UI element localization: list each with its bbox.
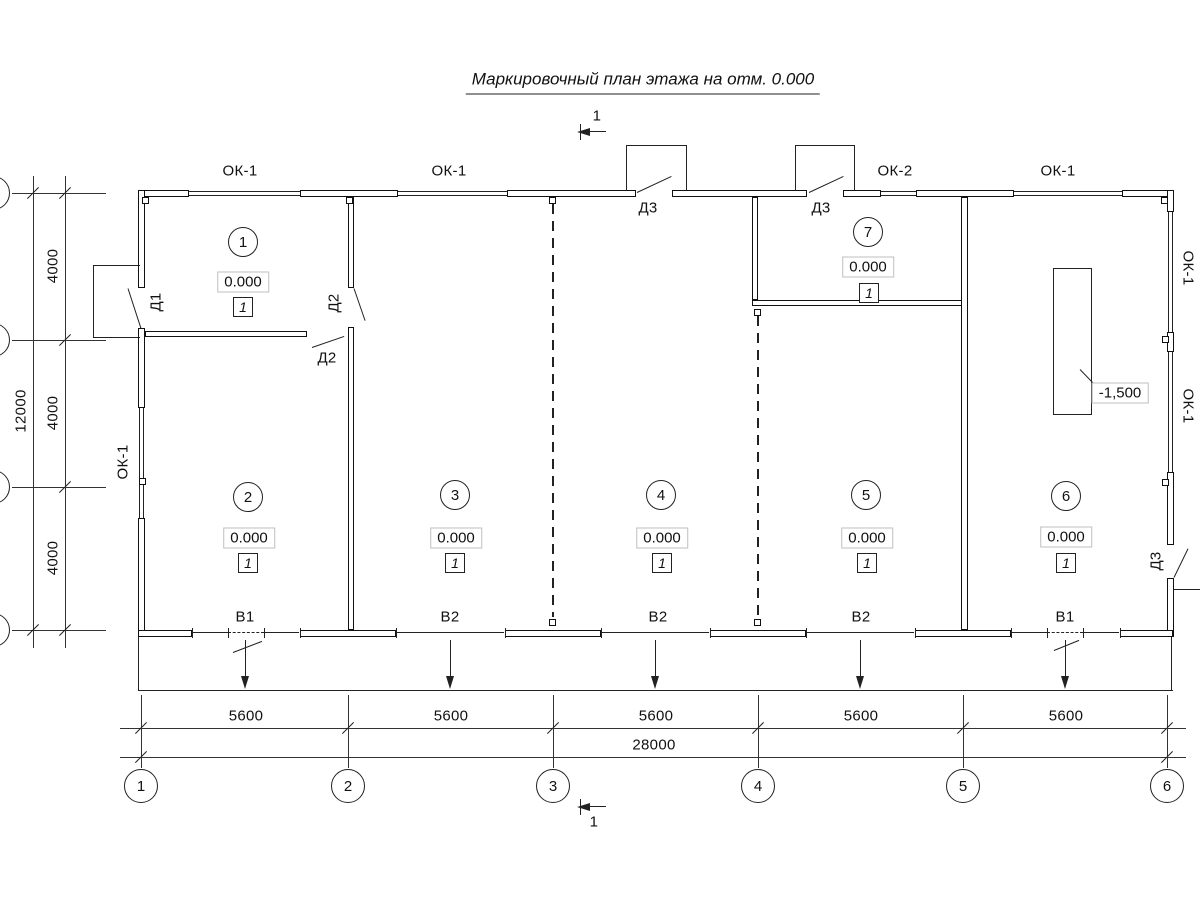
gate-tick bbox=[192, 628, 193, 638]
section-cut-arrow bbox=[577, 803, 590, 811]
window-symbol bbox=[139, 408, 144, 518]
window-label: ОК-1 bbox=[1179, 388, 1197, 424]
section-cut-label: 1 bbox=[592, 107, 602, 125]
exterior-wall-segment bbox=[507, 190, 636, 197]
partition-post bbox=[549, 197, 556, 204]
gate-label: В2 bbox=[648, 608, 668, 626]
pit-outline bbox=[1053, 268, 1092, 415]
window-symbol bbox=[398, 191, 507, 196]
gate-tick bbox=[806, 628, 807, 638]
window-symbol bbox=[1168, 212, 1173, 332]
floor-type-mark: 1 bbox=[238, 553, 258, 573]
flow-arrow-shaft bbox=[245, 640, 246, 676]
flow-arrow-shaft bbox=[860, 640, 861, 676]
interior-wall bbox=[752, 197, 758, 300]
window-label: ОК-1 bbox=[114, 444, 132, 480]
dashed-partition bbox=[757, 316, 759, 617]
grid-bubble-5: 5 bbox=[946, 769, 980, 803]
dimension-line bbox=[120, 757, 1186, 758]
partition-post bbox=[754, 619, 761, 626]
flow-arrow-head bbox=[241, 676, 249, 689]
elevation-mark: 0.000 bbox=[430, 528, 482, 549]
gate-sill-dashed bbox=[1047, 632, 1083, 633]
corner-post bbox=[1161, 197, 1168, 204]
elevation-mark: 0.000 bbox=[1040, 527, 1092, 548]
floor-type-mark: 1 bbox=[445, 553, 465, 573]
room-number: 5 bbox=[851, 480, 881, 510]
dim-label: 4000 bbox=[44, 248, 62, 284]
exterior-wall-segment bbox=[1167, 190, 1174, 212]
extension-line bbox=[12, 487, 106, 488]
grid-bubble-4: 4 bbox=[741, 769, 775, 803]
door-leaf bbox=[1174, 549, 1189, 578]
gate-tick bbox=[1120, 628, 1121, 638]
flow-arrow-head bbox=[651, 676, 659, 689]
window-symbol bbox=[1014, 191, 1122, 196]
pit-elevation-label: -1,500 bbox=[1092, 383, 1149, 404]
window-label: ОК-1 bbox=[1179, 250, 1197, 286]
extension-line bbox=[12, 340, 106, 341]
elevation-mark: 0.000 bbox=[841, 528, 893, 549]
dim-label: 5600 bbox=[433, 707, 469, 725]
extension-line bbox=[12, 193, 106, 194]
gate-leaf bbox=[233, 641, 262, 653]
floor-type-mark: 1 bbox=[1056, 553, 1076, 573]
exterior-wall-segment bbox=[138, 630, 192, 637]
plan-title: Маркировочный план этажа на отм. 0.000 bbox=[466, 70, 820, 95]
elevation-mark: 0.000 bbox=[223, 528, 275, 549]
gate-sill bbox=[602, 632, 709, 633]
dim-label: 5600 bbox=[228, 707, 264, 725]
flow-arrow-head bbox=[1061, 676, 1069, 689]
section-cut-label: 1 bbox=[589, 813, 599, 831]
grid-bubble-row bbox=[0, 323, 10, 357]
partition-post bbox=[549, 619, 556, 626]
interior-wall bbox=[145, 331, 307, 337]
gate-label: В2 bbox=[851, 608, 871, 626]
dim-label: 5600 bbox=[638, 707, 674, 725]
exterior-wall-segment bbox=[1120, 630, 1173, 637]
gate-tick bbox=[228, 628, 229, 638]
window-mullion bbox=[139, 478, 146, 485]
grid-bubble-6: 6 bbox=[1150, 769, 1184, 803]
dimension-line bbox=[65, 176, 66, 648]
flow-arrow-shaft bbox=[655, 640, 656, 676]
dim-label: 12000 bbox=[12, 389, 30, 433]
door-label: Д1 bbox=[147, 292, 165, 312]
flow-arrow-head bbox=[856, 676, 864, 689]
exterior-wall-segment bbox=[138, 190, 189, 197]
flow-arrow-shaft bbox=[450, 640, 451, 676]
window-symbol bbox=[1168, 352, 1173, 472]
grid-bubble-row bbox=[0, 613, 10, 647]
exterior-wall-segment bbox=[916, 190, 1014, 197]
dim-label: 4000 bbox=[44, 395, 62, 431]
floor-type-mark: 1 bbox=[859, 283, 879, 303]
gate-tick bbox=[505, 628, 506, 638]
gate-tick bbox=[710, 628, 711, 638]
floor-type-mark: 1 bbox=[652, 553, 672, 573]
gate-label: В1 bbox=[1055, 608, 1075, 626]
dim-label: 5600 bbox=[1048, 707, 1084, 725]
dim-label: 4000 bbox=[44, 540, 62, 576]
room-number: 4 bbox=[646, 480, 676, 510]
gate-leaf bbox=[1054, 640, 1079, 651]
window-symbol bbox=[189, 191, 300, 196]
exterior-wall-segment bbox=[710, 630, 806, 637]
gate-sill bbox=[1012, 632, 1047, 633]
exterior-wall-segment bbox=[138, 518, 145, 637]
grid-bubble-row bbox=[0, 176, 10, 210]
window-label: ОК-1 bbox=[1040, 162, 1076, 180]
window-mullion bbox=[1162, 479, 1169, 486]
dimension-line bbox=[120, 728, 1186, 729]
exterior-wall-segment bbox=[915, 630, 1011, 637]
room-number: 1 bbox=[228, 227, 258, 257]
interior-wall bbox=[348, 197, 354, 288]
dock-strip-edge bbox=[138, 690, 1173, 691]
exterior-wall-segment bbox=[672, 190, 807, 197]
exterior-wall-segment bbox=[1122, 190, 1173, 197]
door-label: Д3 bbox=[811, 199, 831, 217]
grid-bubble-1: 1 bbox=[124, 769, 158, 803]
dock-strip-edge bbox=[138, 637, 139, 690]
exterior-wall-segment bbox=[300, 190, 398, 197]
floor-type-mark: 1 bbox=[233, 297, 253, 317]
door-label: Д3 bbox=[1147, 551, 1165, 571]
grid-bubble-2: 2 bbox=[331, 769, 365, 803]
gate-tick bbox=[601, 628, 602, 638]
door-label: Д2 bbox=[325, 293, 343, 313]
partition-post bbox=[754, 309, 761, 316]
grid-bubble-3: 3 bbox=[536, 769, 570, 803]
room-number: 7 bbox=[853, 217, 883, 247]
gate-tick bbox=[915, 628, 916, 638]
room-number: 6 bbox=[1051, 481, 1081, 511]
interior-wall bbox=[348, 327, 354, 630]
door-label: Д3 bbox=[638, 199, 658, 217]
gate-sill bbox=[264, 632, 299, 633]
gate-tick bbox=[1047, 628, 1048, 638]
extension-line bbox=[12, 630, 106, 631]
exterior-wall-segment bbox=[300, 630, 396, 637]
gate-sill bbox=[807, 632, 914, 633]
gate-label: В2 bbox=[440, 608, 460, 626]
dimension-line bbox=[33, 176, 34, 648]
gate-sill bbox=[1083, 632, 1119, 633]
door-leaf bbox=[312, 336, 344, 348]
window-mullion bbox=[1162, 336, 1169, 343]
gate-label: В1 bbox=[235, 608, 255, 626]
partition-post bbox=[346, 197, 353, 204]
flow-arrow-shaft bbox=[1065, 640, 1066, 676]
gate-sill-dashed bbox=[228, 632, 264, 633]
exterior-wall-segment bbox=[1167, 578, 1174, 637]
window-label: ОК-1 bbox=[222, 162, 258, 180]
dock-strip-edge bbox=[1171, 637, 1172, 690]
elevation-mark: 0.000 bbox=[217, 272, 269, 293]
door-leaf bbox=[354, 288, 366, 320]
gate-tick bbox=[396, 628, 397, 638]
corner-post bbox=[142, 197, 149, 204]
floor-type-mark: 1 bbox=[857, 553, 877, 573]
interior-wall bbox=[961, 197, 968, 630]
exterior-wall-segment bbox=[138, 328, 145, 408]
window-label: ОК-2 bbox=[877, 162, 913, 180]
gate-tick bbox=[300, 628, 301, 638]
room-number: 2 bbox=[233, 482, 263, 512]
dim-label: 28000 bbox=[632, 736, 676, 754]
gate-sill bbox=[193, 632, 228, 633]
gate-tick bbox=[264, 628, 265, 638]
elevation-mark: 0.000 bbox=[842, 257, 894, 278]
gate-tick bbox=[1083, 628, 1084, 638]
door-step-line bbox=[1174, 589, 1200, 590]
elevation-mark: 0.000 bbox=[636, 528, 688, 549]
room-number: 3 bbox=[440, 480, 470, 510]
gate-tick bbox=[1011, 628, 1012, 638]
window-label: ОК-1 bbox=[431, 162, 467, 180]
dim-label: 5600 bbox=[843, 707, 879, 725]
exterior-wall-segment bbox=[505, 630, 601, 637]
section-cut-arrow bbox=[577, 128, 590, 136]
flow-arrow-head bbox=[446, 676, 454, 689]
grid-bubble-row bbox=[0, 470, 10, 504]
dashed-partition bbox=[552, 204, 554, 617]
gate-sill bbox=[397, 632, 504, 633]
window-symbol bbox=[881, 191, 916, 196]
door-label: Д2 bbox=[317, 349, 337, 367]
exterior-wall-segment bbox=[843, 190, 881, 197]
